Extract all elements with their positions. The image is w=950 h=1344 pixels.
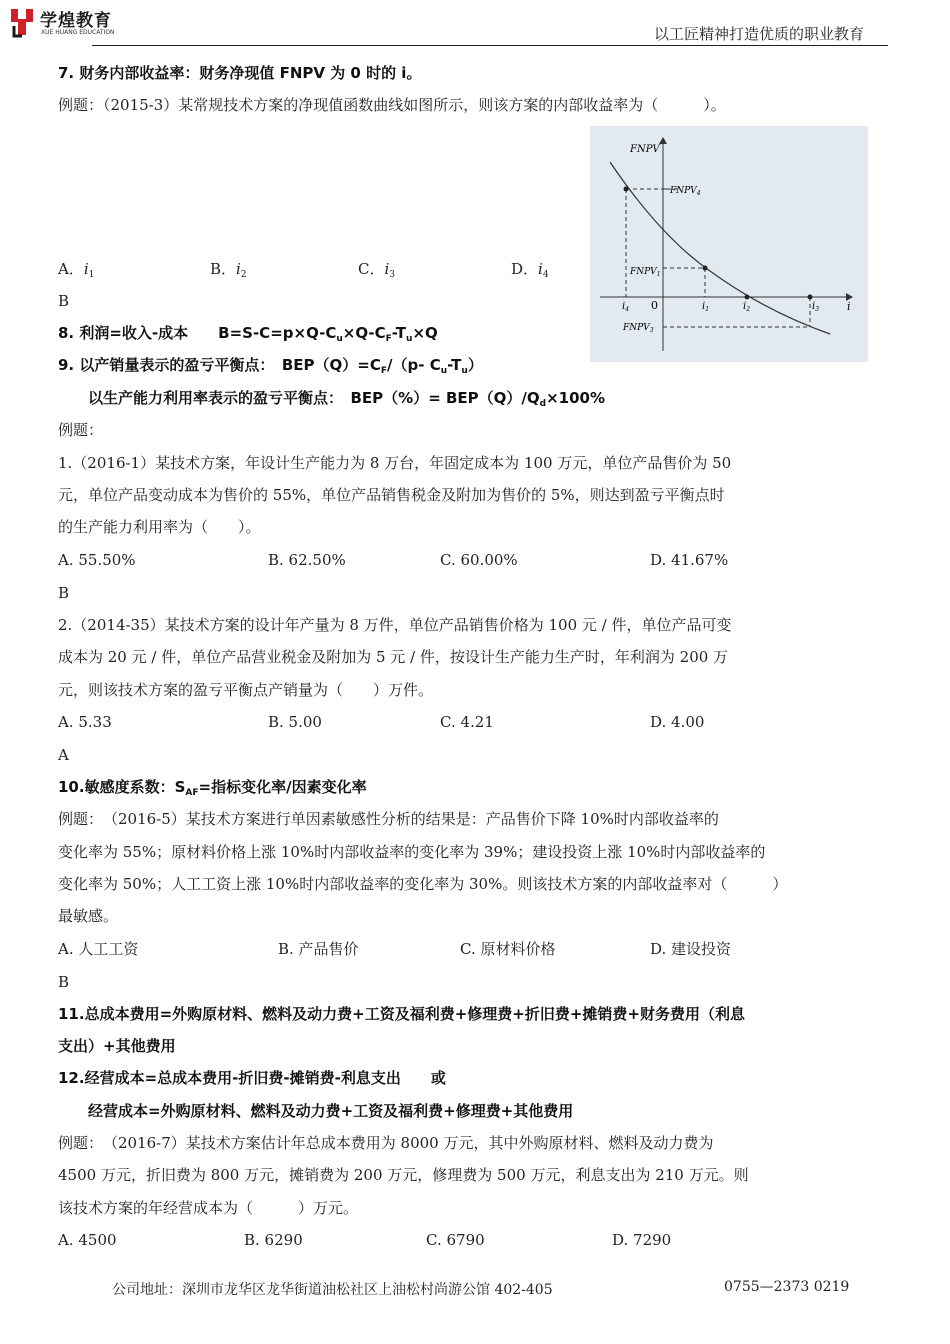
s9-q2-line1: 2.（2014-35）某技术方案的设计年产量为 8 万件，单位产品销售价格为 100 元 / 件，单位产品可变 xyxy=(58,616,732,634)
section-10-heading: 10.敏感度系数：$S_{AF}=$指标变化率/因素变化率 xyxy=(58,778,367,798)
s9-q2-option-c: C. 4.21 xyxy=(440,713,494,731)
s10-q-line4: 最敏感。 xyxy=(58,907,119,925)
origin-label: 0 xyxy=(651,299,658,312)
fnpv-curve xyxy=(610,162,830,334)
section-9-heading-line1: 9. 以产销量表示的盈亏平衡点： $BEP(Q)=C_F/(p-$ $C_u-T_u$） xyxy=(58,356,483,376)
s10-option-a: A. 人工工资 xyxy=(58,940,139,958)
section-7-heading: 7. 财务内部收益率：财务净现值 FNPV 为 0 时的 i。 xyxy=(58,64,422,82)
section-7-question: 例题：（2015-3）某常规技术方案的净现值函数曲线如图所示，则该方案的内部收益率为（ ）。 xyxy=(58,96,726,114)
company-logo xyxy=(8,4,118,40)
point-fnpv1 xyxy=(703,266,708,271)
s7-option-d: D．$i_4$ xyxy=(511,260,549,280)
i3-label: $i_3$ xyxy=(812,301,820,313)
s7-option-b: B．$i_2$ xyxy=(210,260,247,280)
s9-q1-option-c: C. 60.00% xyxy=(440,551,518,569)
s7-answer: B xyxy=(58,292,70,310)
i4-label: $i_4$ xyxy=(622,301,630,313)
footer-address: 公司地址：深圳市龙华区龙华街道油松社区上油松村尚游公馆 402-405 xyxy=(112,1282,553,1298)
footer-phone: 0755—2373 0219 xyxy=(724,1279,850,1295)
header-divider xyxy=(92,45,888,46)
logo-mark-icon xyxy=(8,6,36,38)
s10-option-c: C. 原材料价格 xyxy=(460,940,556,958)
s12-option-c: C. 6790 xyxy=(426,1231,485,1249)
s9-q1-option-a: A. 55.50% xyxy=(58,551,136,569)
fnpv1-label: $FNPV_1$ xyxy=(630,267,661,278)
s9-q2-option-d: D. 4.00 xyxy=(650,713,705,731)
logo-subtext: XUE HUANG EDUCATION xyxy=(41,29,115,36)
s12-q-line2: 4500 万元，折旧费为 800 万元，摊销费为 200 万元，修理费为 500 万元，利息支出为 210 万元。则 xyxy=(58,1166,749,1184)
logo-text: 学煌教育 xyxy=(40,11,112,31)
s12-q-line3: 该技术方案的年经营成本为（ ）万元。 xyxy=(58,1199,359,1217)
s12-q-line1: 例题： （2016-7）某技术方案估计年总成本费用为 8000 万元，其中外购原材料、燃料及动力费为 xyxy=(58,1134,714,1152)
point-fnpv4 xyxy=(624,187,629,192)
s9-example-label: 例题： xyxy=(58,421,104,439)
s10-q-line2: 变化率为 55%；原材料价格上涨 10%时内部收益率的变化率为 39%；建设投资上涨 10%时内部收益率的 xyxy=(58,843,766,861)
s10-option-b: B. 产品售价 xyxy=(278,940,359,958)
s9-q2-answer: A xyxy=(58,746,69,764)
s9-q1-option-b: B. 62.50% xyxy=(268,551,346,569)
fnpv-curve-figure xyxy=(590,126,868,362)
s10-q-line1: 例题： （2016-5）某技术方案进行单因素敏感性分析的结果是：产品售价下降 10%时内部收益率的 xyxy=(58,810,719,828)
point-i3 xyxy=(808,295,813,300)
s9-q1-line3: 的生产能力利用率为（ ）。 xyxy=(58,518,261,536)
point-i2 xyxy=(745,295,750,300)
x-axis-label: i xyxy=(847,300,851,313)
s7-option-a: A．$i_1$ xyxy=(58,260,95,280)
s9-q1-option-d: D. 41.67% xyxy=(650,551,729,569)
s7-option-c: C．$i_3$ xyxy=(358,260,396,280)
s10-answer: B xyxy=(58,973,70,991)
section-11-line2: 支出）+其他费用 xyxy=(58,1037,176,1055)
s9-q2-option-b: B. 5.00 xyxy=(268,713,322,731)
section-8-heading: 8. 利润=收入-成本 $B=S-C=p\times Q-C_u\times Q-C_F-T_u\times Q$ xyxy=(58,324,438,344)
i2-label: $i_2$ xyxy=(743,301,751,313)
section-12-line2: 经营成本=外购原材料、燃料及动力费+工资及福利费+修理费+其他费用 xyxy=(88,1102,574,1120)
i1-label: $i_1$ xyxy=(702,301,710,313)
fnpv3-label: $FNPV_3$ xyxy=(623,323,654,334)
s10-q-line3: 变化率为 50%；人工工资上涨 10%时内部收益率的变化率为 30%。则该技术方案的内部收益率对（ ） xyxy=(58,875,788,893)
fnpv4-label: $FNPV_4$ xyxy=(670,186,701,197)
section-12-line1: 12.经营成本=总成本费用-折旧费-摊销费-利息支出 或 xyxy=(58,1069,446,1087)
header-slogan: 以工匠精神打造优质的职业教育 xyxy=(653,25,864,43)
section-11-line1: 11.总成本费用=外购原材料、燃料及动力费+工资及福利费+修理费+折旧费+摊销费+财务费用（利息 xyxy=(58,1005,745,1023)
s12-option-b: B. 6290 xyxy=(244,1231,303,1249)
s9-q2-line3: 元，则该技术方案的盈亏平衡点产销量为（ ）万件。 xyxy=(58,681,434,699)
s9-q2-option-a: A. 5.33 xyxy=(58,713,112,731)
s12-option-d: D. 7290 xyxy=(612,1231,672,1249)
section-9-heading-line2: 以生产能力利用率表示的盈亏平衡点： $BEP(\%)= BEP(Q)/Q_d\times 100\%$ xyxy=(88,389,606,409)
y-axis-label: FNPV xyxy=(630,144,660,155)
s9-q2-line2: 成本为 20 元 / 件，单位产品营业税金及附加为 5 元 / 件，按设计生产能力生产时，年利润为 200 万 xyxy=(58,648,729,666)
s12-option-a: A. 4500 xyxy=(58,1231,117,1249)
s9-q1-line1: 1.（2016-1）某技术方案，年设计生产能力为 8 万台，年固定成本为 100 万元，单位产品售价为 50 xyxy=(58,454,732,472)
s9-q1-line2: 元，单位产品变动成本为售价的 55%，单位产品销售税金及附加为售价的 5%，则达到盈亏平衡点时 xyxy=(58,486,725,504)
s10-option-d: D. 建设投资 xyxy=(650,940,732,958)
fnpv-curve-svg xyxy=(590,126,868,362)
s9-q1-answer: B xyxy=(58,584,70,602)
